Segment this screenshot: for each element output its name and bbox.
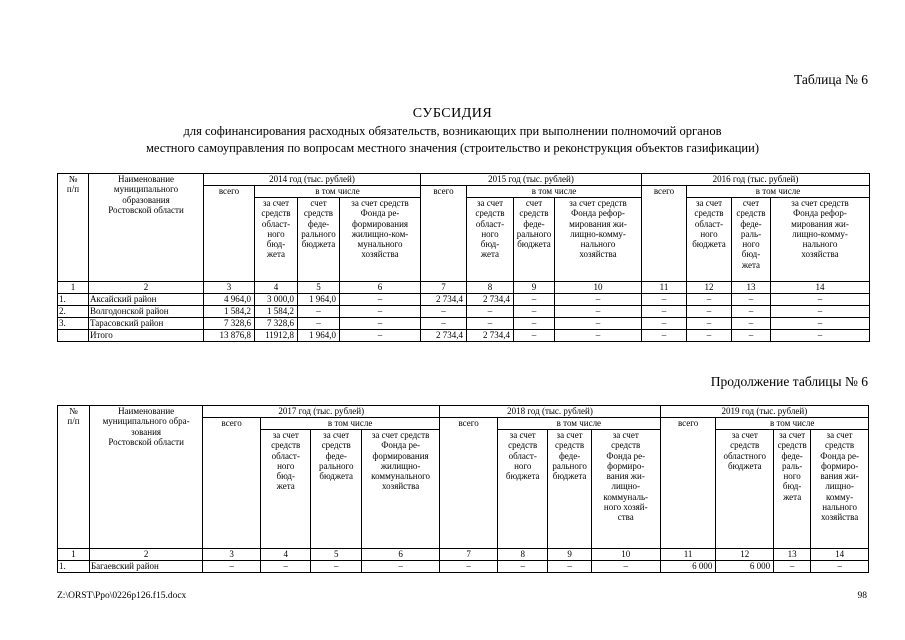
- row-municipality: Багаевский район: [89, 561, 202, 573]
- column-number: 12: [716, 549, 774, 561]
- header-federal-2017: за счет средств феде- рального бюджета: [311, 430, 361, 549]
- column-number: 9: [548, 549, 591, 561]
- row-index: 1.: [58, 561, 90, 573]
- cell-value: –: [732, 330, 771, 342]
- cell-value: –: [298, 306, 340, 318]
- document-title: СУБСИДИЯ: [412, 106, 493, 121]
- footer-file-path: Z:\ORST\Ppo\0226p126.f15.docx: [57, 591, 187, 601]
- column-number: 11: [660, 549, 716, 561]
- column-number: 10: [591, 549, 660, 561]
- table-label: Таблица № 6: [794, 72, 868, 87]
- header-regional-2016: за счет средств област- ного бюджета: [687, 198, 732, 282]
- header-year-2015: 2015 год (тыс. рублей): [421, 174, 642, 186]
- header-fund-2015: за счет средств Фонда рефор- мирования жи- лищно-комму- нального хозяйства: [555, 198, 642, 282]
- cell-value: –: [311, 561, 361, 573]
- header-total-2016: всего: [642, 186, 687, 282]
- subsidy-table-2014-2016: [57, 173, 870, 342]
- cell-value: –: [771, 294, 870, 306]
- header-total-2015: всего: [421, 186, 467, 282]
- column-number: 3: [204, 282, 255, 294]
- header-fund-2016: за счет средств Фонда рефор- мирования жи- лищно-комму- нального хозяйства: [771, 198, 870, 282]
- cell-value: –: [467, 306, 514, 318]
- header-incl-2017: в том числе: [260, 418, 439, 430]
- cell-value: –: [340, 330, 421, 342]
- cell-value: –: [340, 306, 421, 318]
- cell-value: –: [642, 318, 687, 330]
- footer-page-number: 98: [857, 591, 867, 601]
- column-number: 11: [642, 282, 687, 294]
- cell-value: –: [771, 330, 870, 342]
- cell-value: –: [687, 318, 732, 330]
- table-row: [58, 306, 870, 318]
- header-total-2019: всего: [660, 418, 716, 549]
- column-number: 3: [203, 549, 261, 561]
- row-index: 3.: [58, 318, 89, 330]
- cell-value: 1 584,2: [255, 306, 298, 318]
- cell-value: –: [555, 330, 642, 342]
- header-row-years: [58, 406, 869, 418]
- cell-value: –: [642, 294, 687, 306]
- header-fund-2014: за счет средств Фонда ре- формирования жилищно-ком- мунального хозяйства: [340, 198, 421, 282]
- header-municipality: Наименование муниципального образования Ростовской области: [89, 174, 204, 282]
- header-incl-2019: в том числе: [716, 418, 869, 430]
- cell-value: 13 876,8: [204, 330, 255, 342]
- header-total-2018: всего: [440, 418, 498, 549]
- cell-value: –: [514, 318, 555, 330]
- cell-value: –: [548, 561, 591, 573]
- column-number: 13: [732, 282, 771, 294]
- cell-value: –: [732, 294, 771, 306]
- column-number: 7: [421, 282, 467, 294]
- cell-value: –: [811, 561, 869, 573]
- cell-value: 1 584,2: [204, 306, 255, 318]
- header-year-2017: 2017 год (тыс. рублей): [203, 406, 440, 418]
- cell-value: 3 000,0: [255, 294, 298, 306]
- total-row: [58, 330, 870, 342]
- table-row: [58, 294, 870, 306]
- cell-value: –: [298, 318, 340, 330]
- cell-value: 2 734,4: [421, 294, 467, 306]
- header-fund-2018: за счет средств Фонда ре- формиро- вания жи- лищно- коммуналь- ного хозяй- ства: [591, 430, 660, 549]
- cell-value: 6 000: [716, 561, 774, 573]
- table-continuation-label: Продолжение таблицы № 6: [710, 374, 868, 389]
- row-index: [58, 330, 89, 342]
- header-year-2019: 2019 год (тыс. рублей): [660, 406, 868, 418]
- cell-value: –: [774, 561, 811, 573]
- header-year-2014: 2014 год (тыс. рублей): [204, 174, 421, 186]
- cell-value: 1 964,0: [298, 330, 340, 342]
- subsidy-table-2017-2019: [57, 405, 869, 573]
- column-number: 5: [298, 282, 340, 294]
- cell-value: 4 964,0: [204, 294, 255, 306]
- cell-value: –: [771, 318, 870, 330]
- header-total-2014: всего: [204, 186, 255, 282]
- column-number: 8: [467, 282, 514, 294]
- column-number: 2: [89, 549, 202, 561]
- header-federal-2018: за счет средств феде- рального бюджета: [548, 430, 591, 549]
- row-municipality: Аксайский район: [89, 294, 204, 306]
- header-regional-2017: за счет средств област- ного бюд- жета: [260, 430, 310, 549]
- header-regional-2014: за счет средств област- ного бюд- жета: [255, 198, 298, 282]
- header-total-2017: всего: [203, 418, 261, 549]
- cell-value: –: [555, 306, 642, 318]
- column-number: 1: [58, 282, 89, 294]
- header-year-2016: 2016 год (тыс. рублей): [642, 174, 870, 186]
- column-number: 12: [687, 282, 732, 294]
- header-municipality: Наименование муниципального обра- зования Ростовской области: [89, 406, 202, 549]
- cell-value: –: [642, 306, 687, 318]
- row-index: 1.: [58, 294, 89, 306]
- cell-value: –: [687, 330, 732, 342]
- row-municipality: Тарасовский район: [89, 318, 204, 330]
- header-fund-2019: за счет средств Фонда ре- формиро- вания жи- лищно- комму- нального хозяйства: [811, 430, 869, 549]
- cell-value: –: [687, 306, 732, 318]
- cell-value: 1 964,0: [298, 294, 340, 306]
- header-row-years: [58, 174, 870, 186]
- cell-value: –: [340, 294, 421, 306]
- column-number-row: [58, 549, 869, 561]
- cell-value: –: [687, 294, 732, 306]
- header-incl-2015: в том числе: [467, 186, 642, 198]
- header-year-2018: 2018 год (тыс. рублей): [440, 406, 660, 418]
- document-subtitle-line-2: местного самоуправления по вопросам местного значения (строительство и реконструкция объектов газификации): [146, 141, 759, 155]
- cell-value: –: [514, 330, 555, 342]
- header-regional-2015: за счет средств област- ного бюд- жета: [467, 198, 514, 282]
- document-subtitle-line-1: для софинансирования расходных обязательств, возникающих при выполнении полномочий органов: [183, 124, 722, 138]
- header-num: № п/п: [58, 406, 90, 549]
- table-row: [58, 561, 869, 573]
- column-number: 8: [497, 549, 547, 561]
- cell-value: –: [260, 561, 310, 573]
- header-federal-2016: счет средств феде- раль- ного бюд- жета: [732, 198, 771, 282]
- column-number: 4: [255, 282, 298, 294]
- row-total-label: Итого: [89, 330, 204, 342]
- cell-value: –: [642, 330, 687, 342]
- cell-value: 7 328,6: [255, 318, 298, 330]
- header-incl-2018: в том числе: [497, 418, 660, 430]
- column-number: 14: [811, 549, 869, 561]
- column-number: 7: [440, 549, 498, 561]
- column-number: 6: [361, 549, 439, 561]
- column-number: 13: [774, 549, 811, 561]
- cell-value: –: [203, 561, 261, 573]
- cell-value: 11912,8: [255, 330, 298, 342]
- cell-value: –: [340, 318, 421, 330]
- cell-value: –: [361, 561, 439, 573]
- cell-value: –: [555, 318, 642, 330]
- cell-value: –: [771, 306, 870, 318]
- header-incl-2016: в том числе: [687, 186, 870, 198]
- cell-value: –: [591, 561, 660, 573]
- column-number: 5: [311, 549, 361, 561]
- cell-value: –: [732, 306, 771, 318]
- header-federal-2019: за счет средств феде- раль- ного бюд- жета: [774, 430, 811, 549]
- cell-value: –: [555, 294, 642, 306]
- column-number: 10: [555, 282, 642, 294]
- cell-value: –: [732, 318, 771, 330]
- cell-value: –: [421, 318, 467, 330]
- cell-value: 7 328,6: [204, 318, 255, 330]
- column-number: 6: [340, 282, 421, 294]
- cell-value: –: [440, 561, 498, 573]
- header-num: № п/п: [58, 174, 89, 282]
- cell-value: 2 734,4: [467, 330, 514, 342]
- header-fund-2017: за счет средств Фонда ре- формирования жилищно- коммунального хозяйства: [361, 430, 439, 549]
- cell-value: –: [514, 306, 555, 318]
- header-federal-2015: счет средств феде- рального бюджета: [514, 198, 555, 282]
- header-regional-2019: за счет средств областного бюджета: [716, 430, 774, 549]
- header-regional-2018: за счет средств област- ного бюджета: [497, 430, 547, 549]
- column-number: 14: [771, 282, 870, 294]
- column-number: 9: [514, 282, 555, 294]
- column-number: 2: [89, 282, 204, 294]
- row-municipality: Волгодонской район: [89, 306, 204, 318]
- cell-value: 2 734,4: [467, 294, 514, 306]
- header-incl-2014: в том числе: [255, 186, 421, 198]
- cell-value: –: [467, 318, 514, 330]
- cell-value: –: [421, 306, 467, 318]
- column-number: 1: [58, 549, 90, 561]
- header-federal-2014: счет средств феде- рального бюджета: [298, 198, 340, 282]
- cell-value: –: [514, 294, 555, 306]
- cell-value: 6 000: [660, 561, 716, 573]
- column-number: 4: [260, 549, 310, 561]
- cell-value: –: [497, 561, 547, 573]
- table-row: [58, 318, 870, 330]
- column-number-row: [58, 282, 870, 294]
- cell-value: 2 734,4: [421, 330, 467, 342]
- row-index: 2.: [58, 306, 89, 318]
